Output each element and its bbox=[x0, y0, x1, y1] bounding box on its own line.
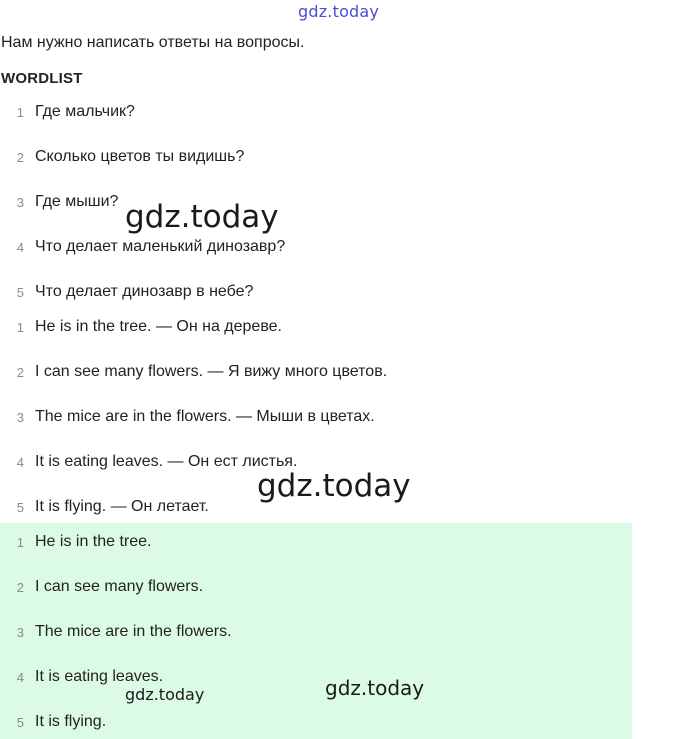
item-number: 2 bbox=[16, 579, 24, 595]
item-text: Где мыши? bbox=[35, 193, 119, 210]
watermark: gdz.today bbox=[125, 685, 205, 704]
item-number: 1 bbox=[16, 319, 24, 335]
list-item bbox=[0, 190, 632, 214]
watermark: gdz.today bbox=[325, 676, 425, 700]
item-number: 5 bbox=[16, 714, 24, 730]
item-text: It is eating leaves. — Он ест листья. bbox=[35, 453, 298, 470]
answers-highlight-block bbox=[0, 523, 632, 739]
wordlist-heading: WORDLIST bbox=[1, 70, 83, 87]
item-text: I can see many flowers. bbox=[35, 578, 204, 595]
item-text: Что делает динозавр в небе? bbox=[35, 283, 254, 300]
item-number: 5 bbox=[16, 499, 24, 515]
item-number: 3 bbox=[16, 194, 24, 210]
item-number: 4 bbox=[16, 239, 24, 255]
item-number: 3 bbox=[16, 624, 24, 640]
item-text: It is eating leaves. bbox=[35, 668, 164, 685]
item-text: Где мальчик? bbox=[35, 103, 135, 120]
item-number: 2 bbox=[16, 149, 24, 165]
list-item bbox=[0, 145, 632, 169]
list-item bbox=[0, 405, 632, 429]
item-text: The mice are in the flowers. — Мыши в цветах. bbox=[35, 408, 375, 425]
list-item bbox=[0, 530, 632, 554]
list-item bbox=[0, 100, 632, 124]
list-item bbox=[0, 315, 632, 339]
list-item bbox=[0, 665, 632, 689]
list-item bbox=[0, 280, 632, 304]
item-number: 1 bbox=[16, 534, 24, 550]
item-text: He is in the tree. — Он на дереве. bbox=[35, 318, 282, 335]
item-number: 2 bbox=[16, 364, 24, 380]
intro-text: Нам нужно написать ответы на вопросы. bbox=[1, 34, 305, 51]
item-text: He is in the tree. bbox=[35, 533, 152, 550]
item-text: I can see many flowers. — Я вижу много цветов. bbox=[35, 363, 388, 380]
watermark: gdz.today bbox=[257, 468, 411, 504]
item-text: It is flying. bbox=[35, 713, 107, 730]
item-text: It is flying. — Он летает. bbox=[35, 498, 209, 515]
list-item bbox=[0, 360, 632, 384]
list-item bbox=[0, 575, 632, 599]
item-number: 1 bbox=[16, 104, 24, 120]
watermark: gdz.today bbox=[125, 199, 279, 235]
item-number: 4 bbox=[16, 454, 24, 470]
item-number: 3 bbox=[16, 409, 24, 425]
item-text: Что делает маленький динозавр? bbox=[35, 238, 286, 255]
item-text: Сколько цветов ты видишь? bbox=[35, 148, 245, 165]
item-number: 4 bbox=[16, 669, 24, 685]
item-number: 5 bbox=[16, 284, 24, 300]
list-item bbox=[0, 620, 632, 644]
item-text: The mice are in the flowers. bbox=[35, 623, 232, 640]
list-item bbox=[0, 710, 632, 734]
watermark-top: gdz.today bbox=[298, 2, 380, 21]
list-item bbox=[0, 235, 632, 259]
